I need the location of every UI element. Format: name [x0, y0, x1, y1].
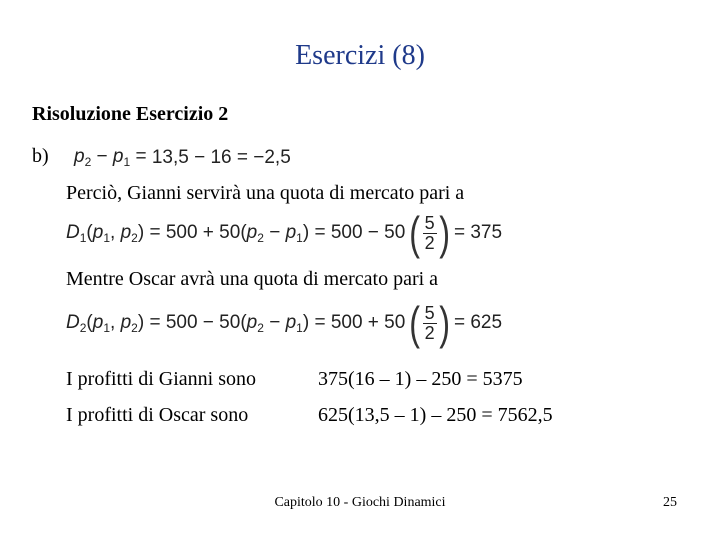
slide-title: Esercizi (8) [295, 40, 425, 71]
d2-function: $D_2(p_1$, $p_2$) [66, 311, 150, 335]
d1-mid: = 500 + 50 [149, 222, 241, 243]
price-difference-equation [74, 146, 291, 169]
d1-frac-den: 2 [424, 232, 435, 253]
d2-paren-diff: $(p_2 - p_1)$ [240, 311, 315, 335]
gianni-share-text: Perciò, Gianni servirà una quota di mercato pari a [66, 182, 465, 204]
d2-mid: = 500 − 50 [149, 312, 241, 333]
footer-chapter: Capitolo 10 - Giochi Dinamici [274, 495, 446, 510]
d1-fraction: ( 5 2 ) [409, 207, 450, 259]
d1-function: $D_1(p_1$, $p_2$) [66, 221, 150, 245]
d2-frac-den: 2 [424, 322, 435, 343]
d1-paren-diff: $(p_2 - p_1)$ [240, 221, 315, 245]
gianni-profit-value: 375(16 – 1) – 250 = 5375 [318, 368, 523, 390]
p2-minus-p1: $p_2 - p_1$ = [74, 146, 152, 169]
page-number: 25 [663, 495, 677, 510]
d1-equation [66, 208, 502, 258]
d2-fraction: ( 5 2 ) [409, 297, 450, 349]
oscar-profit-label: I profitti di Oscar sono [66, 404, 249, 426]
d1-end: = 500 − 50 [314, 222, 406, 243]
part-label: b) [32, 145, 49, 167]
oscar-profit-value: 625(13,5 – 1) – 250 = 7562,5 [318, 404, 553, 426]
d1-result: = 375 [453, 222, 503, 243]
slide-subtitle: Risoluzione Esercizio 2 [32, 103, 229, 125]
oscar-share-text: Mentre Oscar avrà una quota di mercato pari a [66, 268, 439, 290]
d2-frac-num: 5 [424, 302, 435, 323]
d2-equation [66, 298, 502, 348]
price-difference-value: 13,5 − 16 = −2,5 [151, 146, 291, 168]
d2-end: = 500 + 50 [314, 312, 406, 333]
gianni-profit-label: I profitti di Gianni sono [66, 368, 256, 390]
d2-result: = 625 [453, 312, 503, 333]
d1-frac-num: 5 [424, 212, 435, 233]
